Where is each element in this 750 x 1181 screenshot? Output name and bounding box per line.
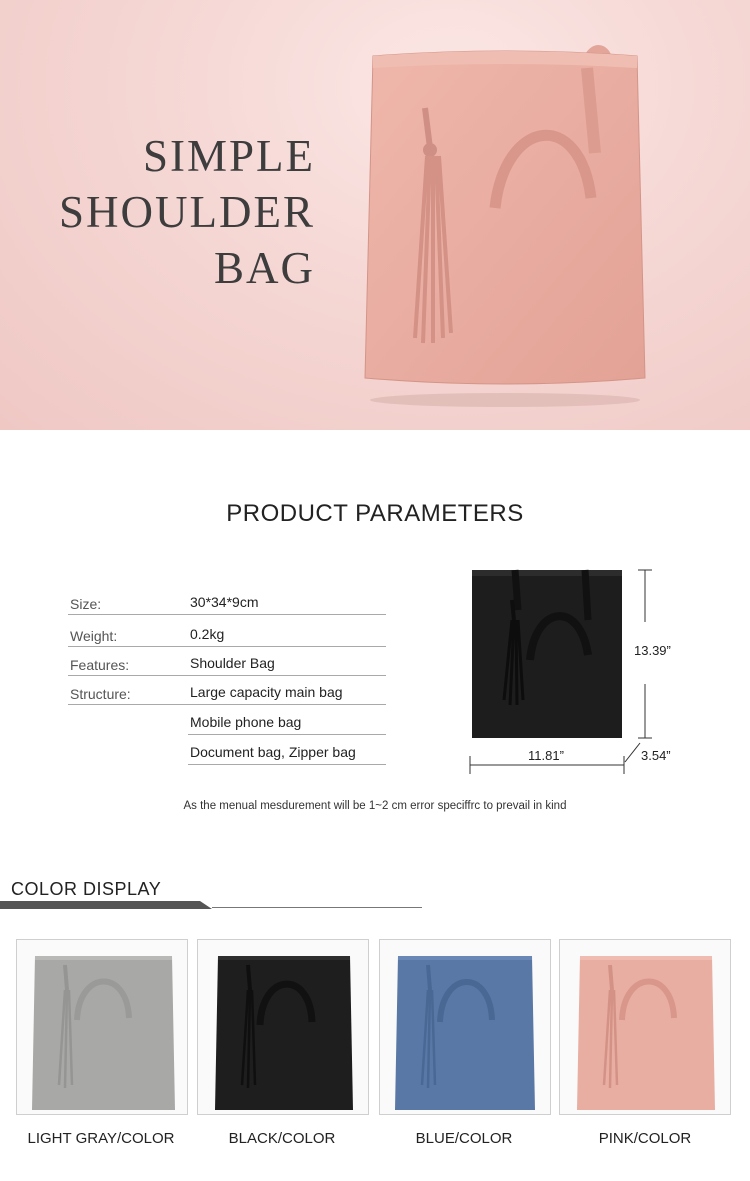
heading-underline-bar bbox=[0, 901, 212, 909]
hero-title-line-3: BAG bbox=[213, 243, 315, 293]
color-label-pink: PINK/COLOR bbox=[598, 1130, 692, 1147]
swatch-light-gray[interactable] bbox=[16, 939, 188, 1115]
param-row-size bbox=[68, 590, 386, 615]
param-label: Features: bbox=[70, 657, 130, 673]
dim-width-label: 11.81” bbox=[528, 748, 564, 763]
dimension-diagram bbox=[460, 560, 690, 785]
color-display-heading: COLOR DISPLAY bbox=[11, 879, 162, 899]
hero-title-line-2: SHOULDER bbox=[58, 187, 315, 237]
param-row-structure-2 bbox=[188, 710, 386, 735]
hero-banner bbox=[0, 0, 750, 430]
param-label: Structure: bbox=[70, 686, 131, 702]
swatch-pink[interactable] bbox=[559, 939, 731, 1115]
param-value: Large capacity main bag bbox=[190, 684, 343, 700]
bag-pink-image bbox=[560, 940, 730, 1114]
bag-black-image bbox=[198, 940, 368, 1114]
param-label: Size: bbox=[70, 596, 102, 612]
color-label-black: BLACK/COLOR bbox=[228, 1130, 336, 1147]
heading-underline-line bbox=[212, 907, 422, 908]
color-label-light-gray: LIGHT GRAY/COLOR bbox=[27, 1130, 175, 1147]
color-label-blue: BLUE/COLOR bbox=[415, 1130, 513, 1147]
param-label: Weight: bbox=[70, 628, 118, 644]
param-row-structure bbox=[68, 680, 386, 705]
swatch-blue[interactable] bbox=[379, 939, 551, 1115]
param-value: 30*34*9cm bbox=[190, 594, 259, 610]
parameters-heading: PRODUCT PARAMETERS bbox=[226, 500, 524, 527]
bag-light-gray-image bbox=[17, 940, 187, 1114]
param-value: Document bag, Zipper bag bbox=[190, 744, 356, 760]
dim-depth-label: 3.54” bbox=[641, 748, 671, 763]
param-row-weight bbox=[68, 622, 386, 647]
swatch-black[interactable] bbox=[197, 939, 369, 1115]
hero-title bbox=[59, 128, 315, 296]
measurement-note: As the menual mesdurement will be 1~2 cm error speciffrc to prevail in kind bbox=[183, 800, 567, 812]
pink-bag-image bbox=[355, 38, 655, 408]
param-value: Shoulder Bag bbox=[190, 655, 275, 671]
param-value: 0.2kg bbox=[190, 626, 225, 642]
param-row-features bbox=[68, 651, 386, 676]
dim-height-label: 13.39” bbox=[634, 643, 671, 658]
hero-title-line-1: SIMPLE bbox=[142, 131, 315, 181]
param-row-structure-3 bbox=[188, 740, 386, 765]
bag-blue-image bbox=[380, 940, 550, 1114]
param-value: Mobile phone bag bbox=[190, 714, 302, 730]
